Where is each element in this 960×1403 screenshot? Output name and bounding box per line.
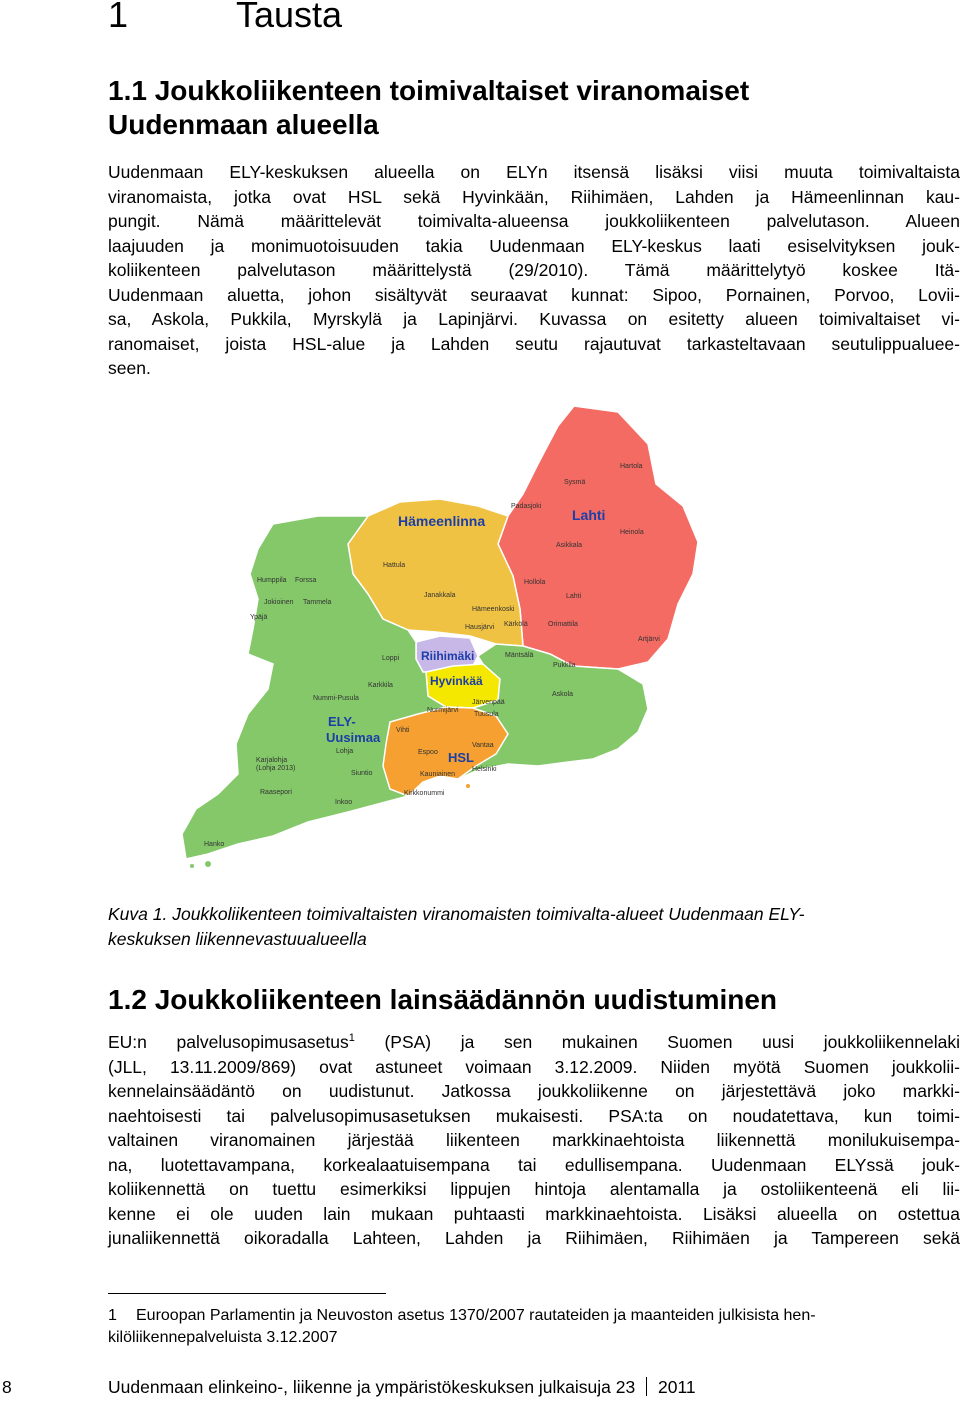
map-municipality-label: Heinola: [620, 529, 644, 536]
footnote-line: [108, 1305, 960, 1327]
map-municipality-label: Espoo: [418, 749, 438, 756]
map-municipality-label: Orimattila: [548, 621, 578, 628]
map-municipality-label: Padasjoki: [511, 503, 542, 510]
chapter-number: 1: [108, 0, 129, 35]
map-municipality-label: Humppila: [257, 577, 287, 584]
section-heading-1-1: [108, 74, 749, 142]
map-label-lahti: Lahti: [572, 507, 606, 523]
map-municipality-label: Artjärvi: [638, 636, 660, 643]
map-municipality-label: Asikkala: [556, 542, 583, 549]
map-municipality-label: Pukkila: [553, 662, 576, 669]
footnote: [108, 1305, 960, 1349]
map-municipality-label: Jokioinen: [264, 599, 294, 606]
map-label-riihimaki: Riihimäki: [421, 649, 475, 663]
paragraph-line: Uudenmaan aluetta, johon sisältyvät seuraavat kunnat: Sipoo, Pornainen, Porvoo, Lovii-: [108, 284, 960, 305]
page-footer: [108, 1377, 696, 1398]
map-municipality-label: Janakkala: [424, 592, 456, 599]
map-municipality-label: Hanko: [204, 841, 225, 848]
map-municipality-label: Tammela: [303, 599, 332, 606]
map-municipality-label: Karkkila: [368, 682, 393, 689]
island-dot: [466, 784, 470, 788]
map-municipality-label: Sysmä: [564, 479, 586, 486]
paragraph-line: koliikennettä on tuettu esimerkiksi lippujen hintoja alentamalla ja ostoliikenteenä eli lii-: [108, 1179, 960, 1199]
paragraph-legislation: [108, 1030, 960, 1251]
map-municipality-label: (Lohja 2013): [256, 765, 296, 772]
map-municipality-label: Siuntio: [351, 770, 373, 777]
footnote-text: Euroopan Parlamentin ja Neuvoston asetus 1370/2007 rautateiden ja maanteiden julkisista hen-: [136, 1307, 816, 1324]
map-municipality-label: Karjalohja: [256, 757, 288, 764]
map-label-ely-2: Uusimaa: [326, 730, 381, 745]
figure-caption: [108, 902, 960, 951]
paragraph-line: pungit. Nämä määrittelevät toimivalta-alueensa joukkoliikenteen palvelutason. Alueen: [108, 211, 960, 231]
map-municipality-label: Hausjärvi: [465, 624, 495, 631]
chapter-title: Tausta: [236, 0, 343, 35]
map-municipality-label: Helsinki: [472, 766, 497, 773]
paragraph-line: naehtoisesti tai palvelusopimusasetuksen mukaisesti. PSA:ta on noudatettava, kun toimi-: [108, 1105, 960, 1126]
map-municipality-label: Loppi: [382, 655, 400, 662]
section-heading-line: Uudenmaan alueella: [108, 109, 379, 140]
footnote-divider: [108, 1293, 386, 1294]
paragraph-line: na, luotettavampana, korkealaatuisempana tai edullisempana. Uudenmaan ELYssä jouk-: [108, 1154, 960, 1175]
map-municipality-label: Forssa: [295, 577, 317, 584]
map-municipality-label: Kärkölä: [504, 621, 528, 628]
caption-line: keskuksen liikennevastuualueella: [108, 928, 367, 949]
paragraph-text: (PSA) ja sen mukainen Suomen uusi joukkoliikennelaki: [354, 1032, 960, 1052]
map-municipality-label: Mäntsälä: [505, 652, 534, 659]
authority-map: [178, 404, 720, 874]
map-label-ely-1: ELY-: [328, 714, 356, 729]
paragraph-line: sa, Askola, Pukkila, Myrskylä ja Lapinjärvi. Kuvassa on esitetty alueen toimivaltaiset vi-: [108, 309, 960, 329]
map-municipality-label: Vantaa: [472, 742, 494, 749]
paragraph-line: kennelainsäädäntö on uudistunut. Jatkossa joukkoliikenne on järjestettävä joko markki-: [108, 1081, 960, 1101]
page-number: 8: [2, 1377, 12, 1397]
paragraph-line: seen.: [108, 358, 151, 378]
footnote-line: kilöliikennepalveluista 3.12.2007: [108, 1329, 338, 1346]
map-label-hsl: HSL: [448, 750, 474, 765]
paragraph-line: [108, 1030, 960, 1055]
paragraph-line: viranomaista, jotka ovat HSL sekä Hyvinkään, Riihimäen, Lahden ja Hämeenlinnan kau-: [108, 186, 960, 207]
paragraph-text: EU:n palvelusopimusasetus: [108, 1032, 349, 1052]
paragraph-line: junaliikennettä oikoradalla Lahteen, Lahden ja Riihimäen, Riihimäen ja Tampereen sekä: [108, 1228, 960, 1248]
map-municipality-label: Askola: [552, 691, 574, 698]
map-municipality-label: Hollola: [524, 579, 546, 586]
map-municipality-label: Raasepori: [260, 789, 292, 796]
island-dot: [205, 861, 211, 867]
map-municipality-label: Hattula: [383, 562, 406, 569]
map-label-hyvinkaa: Hyvinkää: [430, 674, 483, 688]
map-municipality-label: Ypäjä: [250, 614, 268, 621]
map-municipality-label: Hartola: [620, 463, 643, 470]
paragraph-authorities: [108, 160, 960, 381]
map-municipality-label: Hämeenkoski: [472, 606, 515, 613]
section-heading-1-2: 1.2 Joukkoliikenteen lainsäädännön uudistuminen: [108, 984, 778, 1015]
paragraph-line: ranomaiset, joista HSL-alue ja Lahden seutu rajautuvat tarkasteltavaan seutulippualuee-: [108, 333, 960, 354]
map-municipality-label: Järvenpää: [472, 699, 505, 706]
island-dot: [190, 864, 194, 868]
map-municipality-label: Lahti: [566, 593, 582, 600]
footer-separator: [646, 1377, 647, 1396]
paragraph-line: valtainen viranomainen järjestää liikenteen markkinaehtoista liikennettä monilukuisempa-: [108, 1130, 960, 1150]
paragraph-line: (JLL, 13.11.2009/869) ovat astuneet voimaan 3.12.2009. Niiden myötä Suomen joukkolii-: [108, 1056, 960, 1077]
map-municipality-label: Lohja: [336, 748, 354, 755]
map-municipality-label: Vihti: [396, 727, 410, 734]
footnote-number: 1: [108, 1307, 117, 1324]
paragraph-line: kenne ei ole uuden lain mukaan puhtaasti markkinaehtoista. Lisäksi alueella on ostettua: [108, 1203, 960, 1224]
map-municipality-label: Nummi-Pusula: [313, 695, 359, 702]
map-label-hameenlinna: Hämeenlinna: [398, 513, 486, 529]
footer-year: 2011: [657, 1377, 696, 1397]
paragraph-line: Uudenmaan ELY-keskuksen alueella on ELYn itsensä lisäksi viisi muuta toimivaltaista: [108, 162, 960, 182]
paragraph-line: laajuuden ja monimuotoisuuden takia Uudenmaan ELY-keskus laati esiselvityksen jouk-: [108, 235, 960, 256]
section-heading-line: 1.1 Joukkoliikenteen toimivaltaiset viranomaiset: [108, 75, 750, 106]
caption-line: Kuva 1. Joukkoliikenteen toimivaltaisten viranomaisten toimivalta-alueet Uudenmaan ELY-: [108, 904, 805, 924]
footnote-ref: 1: [348, 1032, 355, 1045]
map-municipality-label: Inkoo: [335, 799, 353, 806]
map-municipality-label: Nurmijärvi: [427, 707, 459, 714]
map-municipality-label: Kirkkonummi: [404, 790, 445, 797]
paragraph-line: koliikenteen palvelutason määrittelystä (29/2010). Tämä määrittelytyö koskee Itä-: [108, 260, 960, 280]
map-municipality-label: Kauniainen: [420, 771, 456, 778]
map-municipality-label: Tuusula: [474, 711, 499, 718]
footer-text: Uudenmaan elinkeino-, liikenne ja ympäristökeskuksen julkaisuja 23: [108, 1377, 636, 1397]
